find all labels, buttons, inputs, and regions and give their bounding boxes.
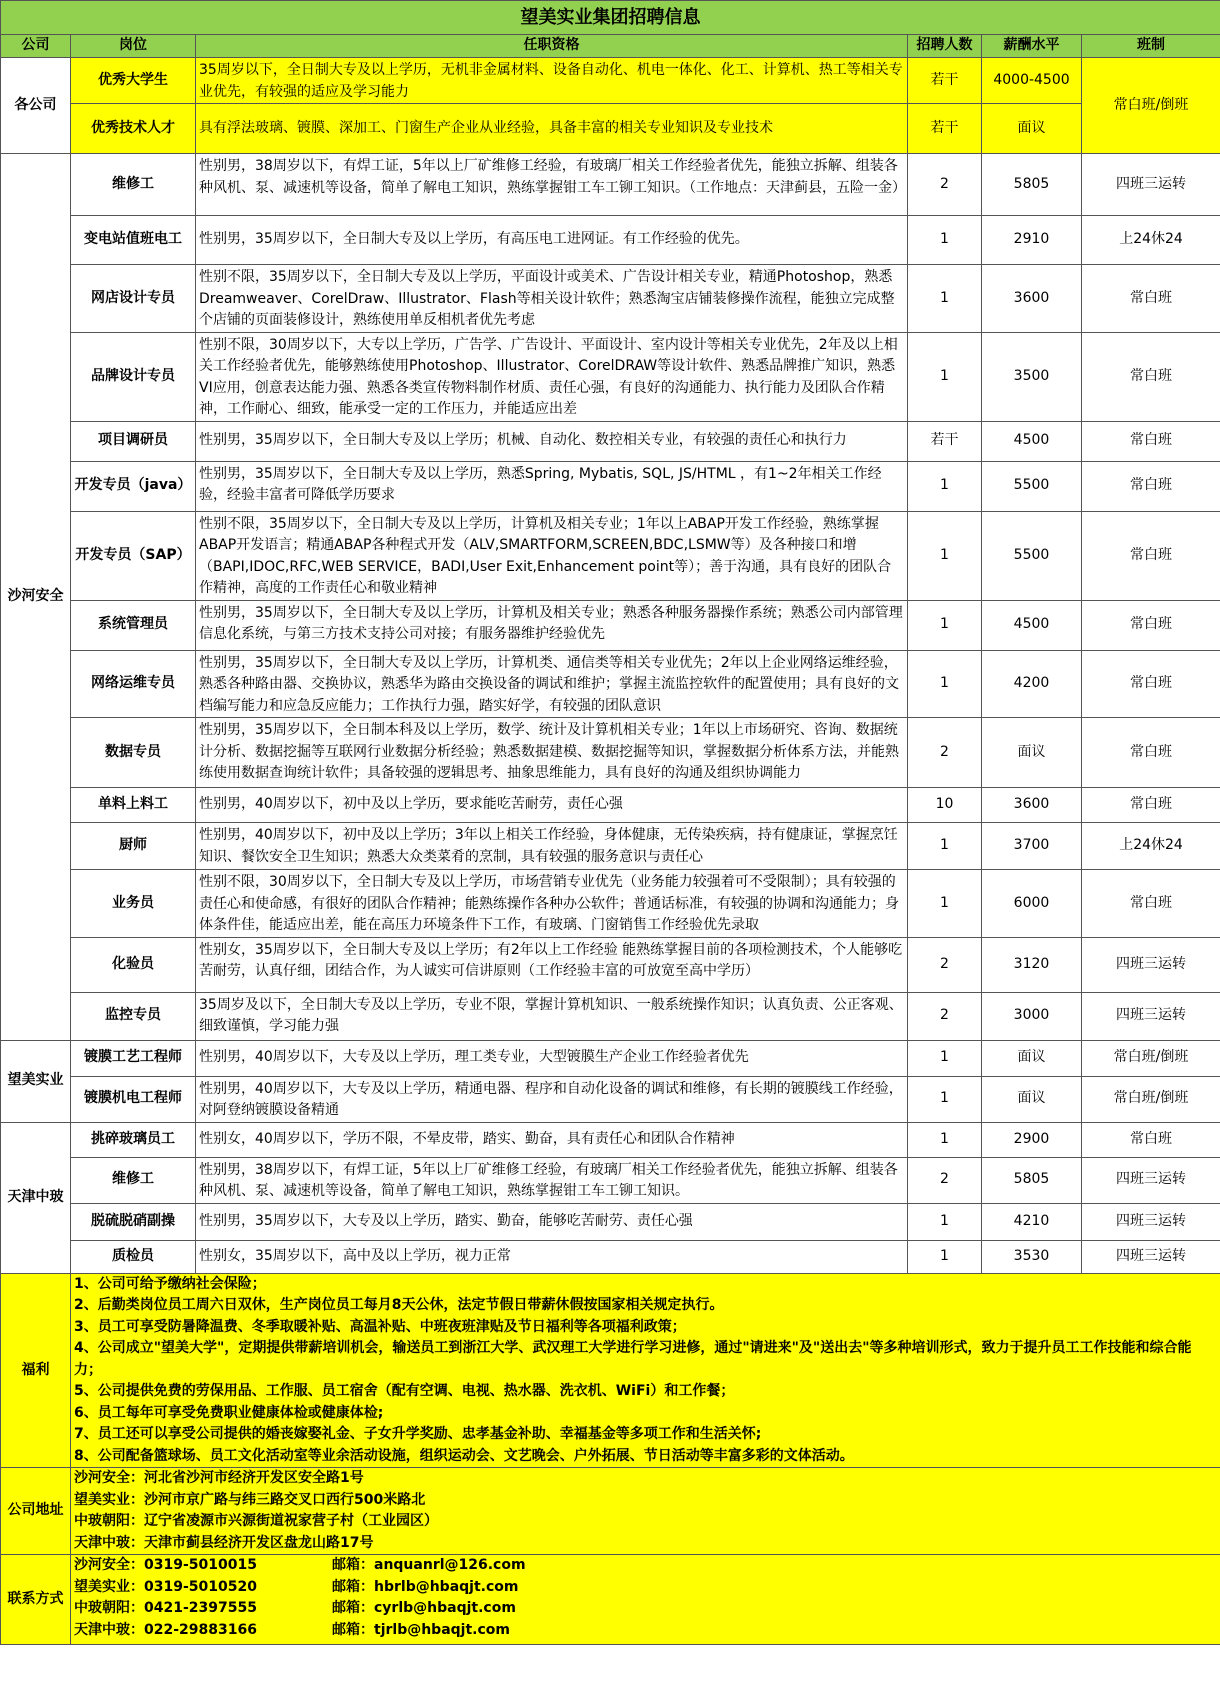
requirements-cell: 性别女，35周岁以下，全日制大专及以上学历；有2年以上工作经验 能熟练掌握目前的各项检测技术，个人能够吃苦耐劳，认真仔细，团结合作，为人诚实可信讲原则（工作经验丰富的可放宽至高中学历） (196, 937, 908, 992)
company-cell: 天津中玻 (1, 1122, 71, 1273)
contact-phone: 望美实业：0319-5010520 (74, 1578, 257, 1595)
position-cell: 网络运维专员 (71, 650, 196, 718)
requirements-cell: 性别男，35周岁以下，全日制大专及以上学历，计算机及相关专业；熟悉各种服务器操作系统；熟悉公司内部管理信息化系统，与第三方技术支持公司对接；有服务器维护经验优先 (196, 600, 908, 650)
requirements-cell: 性别男，35周岁以下，全日制大专及以上学历；机械、自动化、数控相关专业，有较强的责任心和执行力 (196, 421, 908, 461)
count-cell: 1 (908, 511, 982, 600)
shift-cell: 常白班 (1082, 600, 1220, 650)
count-cell: 1 (908, 265, 982, 333)
header-position: 岗位 (71, 35, 196, 58)
count-cell: 2 (908, 992, 982, 1040)
position-cell: 镀膜工艺工程师 (71, 1040, 196, 1076)
salary-cell: 面议 (982, 718, 1082, 788)
salary-cell: 6000 (982, 870, 1082, 938)
position-cell: 厨师 (71, 823, 196, 870)
shift-cell: 常白班 (1082, 332, 1220, 421)
job-row (1, 937, 1220, 992)
requirements-cell: 性别男，40周岁以下，初中及以上学历；3年以上相关工作经验，身体健康，无传染疾病，持有健康证，掌握烹饪知识、餐饮安全卫生知识；熟悉大众类菜肴的烹制，具有较强的服务意识与责任心 (196, 823, 908, 870)
shift-cell: 常白班/倒班 (1082, 1040, 1220, 1076)
count-cell: 1 (908, 216, 982, 265)
shift-cell: 常白班 (1082, 718, 1220, 788)
count-cell: 10 (908, 788, 982, 823)
shift-cell: 常白班 (1082, 788, 1220, 823)
count-cell: 1 (908, 870, 982, 938)
position-cell: 脱硫脱硝副操 (71, 1203, 196, 1240)
contact-phone: 沙河安全：0319-5010015 (74, 1557, 257, 1573)
position-cell: 优秀技术人才 (71, 104, 196, 154)
salary-cell: 3600 (982, 788, 1082, 823)
shift-cell: 常白班 (1082, 650, 1220, 718)
contact-email[interactable]: 邮箱：hbrlb@hbaqjt.com (332, 1578, 519, 1595)
position-cell: 维修工 (71, 1157, 196, 1203)
count-cell: 2 (908, 937, 982, 992)
job-row (1, 1076, 1220, 1122)
contact-phone: 中玻朝阳：0421-2397555 (74, 1600, 257, 1616)
count-cell: 1 (908, 1040, 982, 1076)
job-row (1, 823, 1220, 870)
requirements-cell: 性别女，35周岁以下，高中及以上学历，视力正常 (196, 1240, 908, 1273)
salary-cell: 4210 (982, 1203, 1082, 1240)
requirements-cell: 性别男，35周岁以下，全日制本科及以上学历，数学、统计及计算机相关专业；1年以上市场研究、咨询、数据统计分析、数据挖掘等互联网行业数据分析经验；熟悉数据建模、数据挖掘等知识，掌握数据分析体系方法，并能熟练使用数据查询统计软件；具备较强的逻辑思考、抽象思维能力，具有良好的沟通及组织协调能力 (196, 718, 908, 788)
position-cell: 质检员 (71, 1240, 196, 1273)
position-cell: 优秀大学生 (71, 58, 196, 104)
requirements-cell: 性别不限，30周岁以下，全日制大专及以上学历，市场营销专业优先（业务能力较强着可不受限制）；具有较强的责任心和使命感，有很好的团队合作精神；能熟练操作各种办公软件；普通话标准，有较强的协调和沟通能力；身体条件佳，能适应出差，能在高压力环境条件下工作，有玻璃、门窗销售工作经验优先录取 (196, 870, 908, 938)
requirements-cell: 性别女，40周岁以下，学历不限，不晕皮带，踏实、勤奋，具有责任心和团队合作精神 (196, 1122, 908, 1157)
requirements-cell: 性别男，35周岁以下，全日制大专及以上学历，有高压电工进网证。有工作经验的优先。 (196, 216, 908, 265)
job-row (1, 1203, 1220, 1240)
header-salary: 薪酬水平 (982, 35, 1082, 58)
job-row (1, 650, 1220, 718)
page-title: 望美实业集团招聘信息 (1, 1, 1220, 35)
count-cell: 1 (908, 1122, 982, 1157)
job-row (1, 1240, 1220, 1273)
position-cell: 监控专员 (71, 992, 196, 1040)
job-row (1, 870, 1220, 938)
job-row (1, 718, 1220, 788)
address-label: 公司地址 (1, 1468, 71, 1555)
salary-cell: 3120 (982, 937, 1082, 992)
count-cell: 1 (908, 650, 982, 718)
shift-cell: 常白班/倒班 (1082, 1076, 1220, 1122)
welfare-item: 8、公司配备篮球场、员工文化活动室等业余活动设施，组织运动会、文艺晚会、户外拓展、节日活动等丰富多彩的文体活动。 (74, 1447, 854, 1464)
shift-cell: 常白班/倒班 (1082, 58, 1220, 154)
salary-cell: 3600 (982, 265, 1082, 333)
shift-cell: 常白班 (1082, 870, 1220, 938)
requirements-cell: 性别不限，30周岁以下，大专以上学历，广告学、广告设计、平面设计、室内设计等相关专业优先，2年及以上相关工作经验者优先，能够熟练使用Photoshop、Illustrator、CorelDRAW等设计软件、熟悉品牌推广知识，熟悉VI应用，创意表达能力强、熟悉各类宣传物料制作材质、责任心强，有良好的沟通能力、执行能力及团队合作精神，工作耐心、细致，能承受一定的工作压力，并能适应出差 (196, 332, 908, 421)
welfare-item: 4、公司成立"望美大学"，定期提供带薪培训机会，输送员工到浙江大学、武汉理工大学进行学习进修，通过"请进来"及"送出去"等多种培训形式，致力于提升员工工作技能和综合能力； (74, 1340, 1192, 1378)
address-item: 望美实业：沙河市京广路与纬三路交叉口西行500米路北 (74, 1491, 426, 1508)
shift-cell: 常白班 (1082, 265, 1220, 333)
shift-cell: 四班三运转 (1082, 1203, 1220, 1240)
salary-cell: 3000 (982, 992, 1082, 1040)
job-row (1, 332, 1220, 421)
salary-cell: 5805 (982, 154, 1082, 216)
job-row (1, 154, 1220, 216)
count-cell: 2 (908, 154, 982, 216)
job-row (1, 1157, 1220, 1203)
position-cell: 开发专员（java） (71, 461, 196, 511)
count-cell: 若干 (908, 421, 982, 461)
count-cell: 1 (908, 1203, 982, 1240)
requirements-cell: 35周岁及以下，全日制大专及以上学历，专业不限，掌握计算机知识、一般系统操作知识；认真负责、公正客观、细致谨慎，学习能力强 (196, 992, 908, 1040)
job-row (1, 1040, 1220, 1076)
count-cell: 1 (908, 461, 982, 511)
contact-item (74, 1598, 1217, 1620)
shift-cell: 上24休24 (1082, 823, 1220, 870)
salary-cell: 面议 (982, 1076, 1082, 1122)
count-cell: 1 (908, 1076, 982, 1122)
welfare-list (71, 1273, 1220, 1468)
address-item: 沙河安全：河北省沙河市经济开发区安全路1号 (74, 1470, 364, 1486)
shift-cell: 四班三运转 (1082, 937, 1220, 992)
contact-row (1, 1555, 1220, 1645)
salary-cell: 5805 (982, 1157, 1082, 1203)
shift-cell: 常白班 (1082, 1122, 1220, 1157)
contact-email[interactable]: 邮箱：anquanrl@126.com (332, 1557, 526, 1573)
contact-email[interactable]: 邮箱：tjrlb@hbaqjt.com (332, 1621, 510, 1638)
position-cell: 变电站值班电工 (71, 216, 196, 265)
contact-email[interactable]: 邮箱：cyrlb@hbaqjt.com (332, 1600, 516, 1616)
count-cell: 2 (908, 718, 982, 788)
position-cell: 系统管理员 (71, 600, 196, 650)
job-row (1, 461, 1220, 511)
contact-item (74, 1555, 1217, 1577)
shift-cell: 常白班 (1082, 461, 1220, 511)
count-cell: 1 (908, 600, 982, 650)
address-row (1, 1468, 1220, 1555)
salary-cell: 5500 (982, 461, 1082, 511)
job-row (1, 104, 1220, 154)
salary-cell: 2910 (982, 216, 1082, 265)
requirements-cell: 性别男，40周岁以下，初中及以上学历，要求能吃苦耐劳，责任心强 (196, 788, 908, 823)
address-item: 中玻朝阳：辽宁省凌源市兴源街道祝家营子村（工业园区） (74, 1513, 438, 1529)
welfare-row (1, 1273, 1220, 1468)
welfare-label: 福利 (1, 1273, 71, 1468)
requirements-cell: 具有浮法玻璃、镀膜、深加工、门窗生产企业从业经验，具备丰富的相关专业知识及专业技术 (196, 104, 908, 154)
position-cell: 品牌设计专员 (71, 332, 196, 421)
contact-label: 联系方式 (1, 1555, 71, 1645)
position-cell: 数据专员 (71, 718, 196, 788)
contact-item (74, 1620, 1217, 1642)
shift-cell: 四班三运转 (1082, 992, 1220, 1040)
header-row (1, 35, 1220, 58)
welfare-item: 5、公司提供免费的劳保用品、工作服、员工宿舍（配有空调、电视、热水器、洗衣机、WiFi）和工作餐； (74, 1383, 735, 1399)
salary-cell: 3530 (982, 1240, 1082, 1273)
count-cell: 1 (908, 823, 982, 870)
shift-cell: 四班三运转 (1082, 1240, 1220, 1273)
requirements-cell: 性别男，38周岁以下，有焊工证，5年以上厂矿维修工经验，有玻璃厂相关工作经验者优先，能独立拆解、组装各种风机、泵、减速机等设备，简单了解电工知识，熟练掌握钳工车工铆工知识。 (196, 1157, 908, 1203)
welfare-item: 7、员工还可以享受公司提供的婚丧嫁娶礼金、子女升学奖励、忠孝基金补助、幸福基金等多项工作和生活关怀; (74, 1426, 762, 1442)
position-cell: 项目调研员 (71, 421, 196, 461)
address-item: 天津中玻：天津市蓟县经济开发区盘龙山路17号 (74, 1534, 374, 1551)
count-cell: 1 (908, 1240, 982, 1273)
address-list (71, 1468, 1220, 1555)
job-row (1, 265, 1220, 333)
requirements-cell: 性别男，40周岁以下，大专及以上学历，理工类专业，大型镀膜生产企业工作经验者优先 (196, 1040, 908, 1076)
job-row (1, 421, 1220, 461)
shift-cell: 常白班 (1082, 421, 1220, 461)
salary-cell: 面议 (982, 104, 1082, 154)
job-row (1, 788, 1220, 823)
count-cell: 1 (908, 332, 982, 421)
company-cell: 沙河安全 (1, 154, 71, 1041)
salary-cell: 3500 (982, 332, 1082, 421)
header-count: 招聘人数 (908, 35, 982, 58)
salary-cell: 4500 (982, 600, 1082, 650)
requirements-cell: 性别不限，35周岁以下，全日制大专及以上学历，平面设计或美术、广告设计相关专业，精通Photoshop，熟悉Dreamweaver、CorelDraw、Illustrator、Flash等相关设计软件；熟悉淘宝店铺装修操作流程，能独立完成整个店铺的页面装修设计，熟练使用单反相机者优先考虑 (196, 265, 908, 333)
requirements-cell: 性别男，35周岁以下，全日制大专及以上学历，熟悉Spring, Mybatis, SQL, JS/HTML ，有1~2年相关工作经验，经验丰富者可降低学历要求 (196, 461, 908, 511)
salary-cell: 4000-4500 (982, 58, 1082, 104)
salary-cell: 5500 (982, 511, 1082, 600)
salary-cell: 2900 (982, 1122, 1082, 1157)
company-cell: 各公司 (1, 58, 71, 154)
job-row (1, 992, 1220, 1040)
shift-cell: 四班三运转 (1082, 154, 1220, 216)
header-requirements: 任职资格 (196, 35, 908, 58)
requirements-cell: 性别男，35周岁以下，全日制大专及以上学历，计算机类、通信类等相关专业优先；2年以上企业网络运维经验，熟悉各种路由器、交换协议，熟悉华为路由交换设备的调试和维护；掌握主流监控软件的配置使用；具有良好的文档编写能力和应急反应能力；工作执行力强，踏实好学，有较强的团队意识 (196, 650, 908, 718)
position-cell: 维修工 (71, 154, 196, 216)
job-row (1, 1122, 1220, 1157)
requirements-cell: 性别男，35周岁以下，大专及以上学历，踏实、勤奋，能够吃苦耐劳、责任心强 (196, 1203, 908, 1240)
welfare-item: 1、公司可给予缴纳社会保险； (74, 1275, 266, 1292)
count-cell: 2 (908, 1157, 982, 1203)
position-cell: 镀膜机电工程师 (71, 1076, 196, 1122)
salary-cell: 3700 (982, 823, 1082, 870)
contact-item (74, 1577, 1217, 1599)
job-row (1, 600, 1220, 650)
salary-cell: 4500 (982, 421, 1082, 461)
requirements-cell: 性别男，40周岁以下，大专及以上学历，精通电器、程序和自动化设备的调试和维修，有长期的镀膜线工作经验，对阿登纳镀膜设备精通 (196, 1076, 908, 1122)
job-row (1, 58, 1220, 104)
job-row (1, 511, 1220, 600)
requirements-cell: 性别不限，35周岁以下，全日制大专及以上学历，计算机及相关专业；1年以上ABAP开发工作经验，熟练掌握ABAP开发语言；精通ABAP各种程式开发（ALV,SMARTFORM,SCREEN,BDC,LSMW等）及各种接口和增（BAPI,IDOC,RFC,WEB SERVICE，BADI,User Exit,Enhancement point等）；善于沟通，具有良好的团队合作精神，高度的工作责任心和敬业精神 (196, 511, 908, 600)
job-row (1, 216, 1220, 265)
count-cell: 若干 (908, 58, 982, 104)
requirements-cell: 性别男，38周岁以下，有焊工证，5年以上厂矿维修工经验，有玻璃厂相关工作经验者优先，能独立拆解、组装各种风机、泵、减速机等设备，简单了解电工知识，熟练掌握钳工车工铆工知识。（工作地点：天津蓟县，五险一金） (196, 154, 908, 216)
welfare-item: 3、员工可享受防暑降温费、冬季取暖补贴、高温补贴、中班夜班津贴及节日福利等各项福利政策； (74, 1318, 686, 1335)
salary-cell: 4200 (982, 650, 1082, 718)
contact-phone: 天津中玻：022-29883166 (74, 1621, 257, 1638)
welfare-item: 2、后勤类岗位员工周六日双休，生产岗位员工每月8天公休，法定节假日带薪休假按国家相关规定执行。 (74, 1297, 724, 1313)
requirements-cell: 35周岁以下，全日制大专及以上学历，无机非金属材料、设备自动化、机电一体化、化工、计算机、热工等相关专业优先，有较强的适应及学习能力 (196, 58, 908, 104)
position-cell: 业务员 (71, 870, 196, 938)
contact-list (71, 1555, 1220, 1645)
header-shift: 班制 (1082, 35, 1220, 58)
count-cell: 若干 (908, 104, 982, 154)
salary-cell: 面议 (982, 1040, 1082, 1076)
position-cell: 开发专员（SAP） (71, 511, 196, 600)
position-cell: 挑碎玻璃员工 (71, 1122, 196, 1157)
company-cell: 望美实业 (1, 1040, 71, 1122)
position-cell: 单料上料工 (71, 788, 196, 823)
position-cell: 化验员 (71, 937, 196, 992)
position-cell: 网店设计专员 (71, 265, 196, 333)
welfare-item: 6、员工每年可享受免费职业健康体检或健康体检; (74, 1404, 384, 1421)
shift-cell: 四班三运转 (1082, 1157, 1220, 1203)
shift-cell: 常白班 (1082, 511, 1220, 600)
header-company: 公司 (1, 35, 71, 58)
shift-cell: 上24休24 (1082, 216, 1220, 265)
